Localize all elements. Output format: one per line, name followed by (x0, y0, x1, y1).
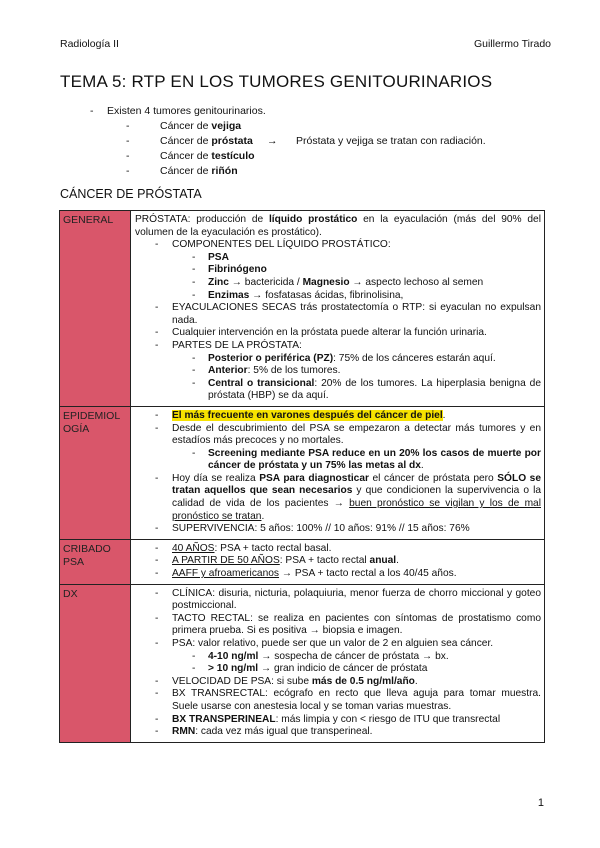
page-title: TEMA 5: RTP EN LOS TUMORES GENITOURINARIOS (60, 72, 493, 91)
intro-list (60, 104, 540, 179)
row-content: - El más frecuente en varones después del cáncer de piel. - Desde el descubrimiento del PSA se empezaron a detectar más tumores y en estadíos más precoces y no mortales. - Screening mediante PSA reduce en un 20% los casos de muerte por cáncer de próstata y un 75% las metas al dx. - Hoy día se realiza PSA para diagnosticar el cáncer de próstata pero SÓLO se tratan aquellos que sean necesarios y que condicionen la supervivencia o la calidad de vida de los pacientes → buen pronóstico se vigilan y los de mal pronóstico se tratan. - SUPERVIVENCIA: 5 años: 100% // 10 años: 91% // 15 años: 76% (131, 406, 545, 539)
table-row (60, 211, 545, 407)
row-label: EPIDEMIOLOGÍA (60, 406, 131, 539)
intro-item: - Cáncer de vejiga (126, 120, 242, 132)
header-left: Radiología II (60, 38, 119, 50)
table-row (60, 584, 545, 742)
intro-line: - Existen 4 tumores genitourinarios. (90, 105, 266, 117)
intro-item: - Cáncer de testículo (126, 150, 255, 162)
page-number: 1 (537, 797, 544, 809)
row-label: DX (60, 584, 131, 742)
header-right: Guillermo Tirado (473, 38, 551, 50)
section-title: CÁNCER DE PRÓSTATA (60, 187, 202, 201)
row-label: GENERAL (60, 211, 131, 407)
content-table (59, 210, 545, 743)
row-content: - CLÍNICA: disuria, nicturia, polaquiuria, menor fuerza de chorro miccional y goteo postmiccional. - TACTO RECTAL: se realiza en pacientes con síntomas de prostatismo como primera prueba. Si es positiva → biopsia e imagen. - PSA: valor relativo, puede ser que un valor de 2 en alguien sea cáncer. - 4-10 ng/ml → sospecha de cáncer de próstata → bx. - > 10 ng/ml → gran indicio de cáncer de próstata - VELOCIDAD DE PSA: si sube más de 0.5 ng/ml/año. - BX TRANSRECTAL: ecógrafo en recto que lleva aguja para tomar muestra. Suele usarse con anestesia local y se toman varias muestras. - BX TRANSPERINEAL: más limpia y con < riesgo de ITU que transrectal - RMN: cada vez más igual que transperineal. (131, 584, 545, 742)
row-content: - 40 AÑOS: PSA + tacto rectal basal. - A PARTIR DE 50 AÑOS: PSA + tacto rectal anual. - AAFF y afroamericanos → PSA + tacto rectal a los 40/45 años. (131, 539, 545, 584)
table-row (60, 539, 545, 584)
row-label: CRIBADO PSA (60, 539, 131, 584)
intro-item: - Cáncer de próstata → Próstata y vejiga se tratan con radiación. (126, 135, 486, 147)
intro-item: - Cáncer de riñón (126, 165, 238, 177)
row-content: PRÓSTATA: producción de líquido prostático en la eyaculación (más del 90% del volumen de la eyaculación es prostático). - COMPONENTES DEL LÍQUIDO PROSTÁTICO: - PSA - Fibrinógeno - Zinc → bactericida / Magnesio → aspecto lechoso al semen - Enzimas → fosfatasas ácidas, fibrinolisina, - EYACULACIONES SECAS trás prostatectomía o RTP: si eyaculan no expulsan nada. - Cualquier intervención en la próstata puede alterar la función urinaria. - PARTES DE LA PRÓSTATA: - Posterior o periférica (PZ): 75% de los cánceres estarán aquí. - Anterior: 5% de los tumores. - Central o transicional: 20% de los tumores. La hiperplasia benigna de próstata (HBP) se da aquí. (131, 211, 545, 407)
table-row (60, 406, 545, 539)
